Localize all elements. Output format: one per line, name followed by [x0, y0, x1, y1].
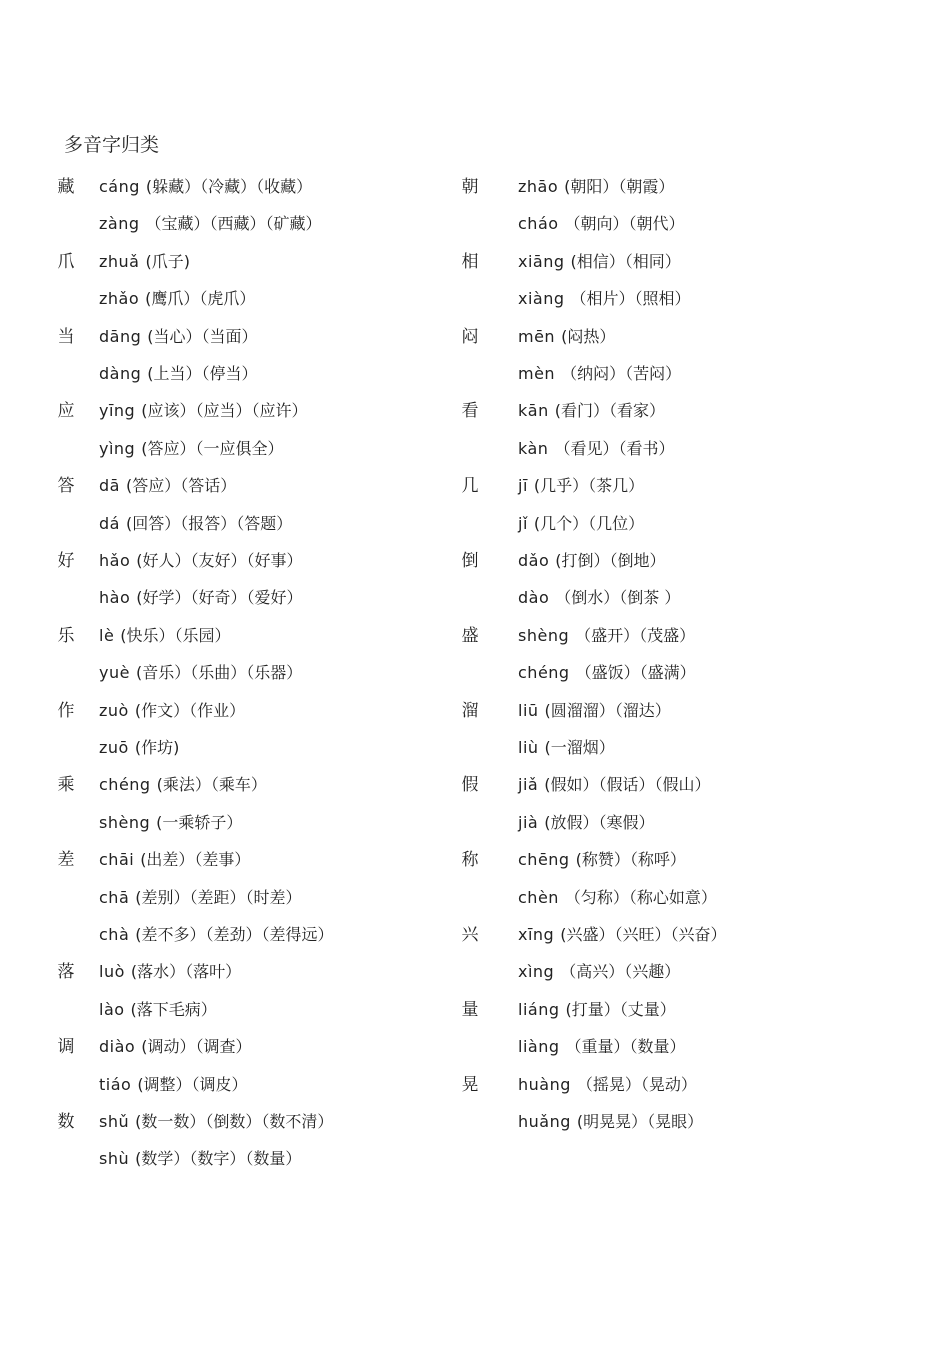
polyphone-char: 盛	[461, 625, 479, 646]
example-words: (打量）（丈量）	[565, 999, 676, 1019]
polyphone-char: 藏	[57, 177, 75, 197]
pinyin: cáng	[99, 177, 140, 196]
example-words: (音乐）（乐曲）（乐器）	[135, 663, 303, 683]
example-words: (回答）（报答）（答题）	[125, 513, 293, 533]
example-words: （倒水）（倒茶 ）	[555, 588, 681, 608]
pinyin: kàn	[518, 438, 549, 458]
example-words: (差别）（差距）（时差）	[135, 887, 302, 907]
reading	[99, 322, 258, 352]
pinyin: dāng	[99, 326, 142, 346]
pinyin: zhāo	[518, 177, 559, 196]
pinyin: kān	[518, 401, 549, 421]
polyphone-char: 好	[57, 551, 75, 571]
reading	[518, 957, 680, 987]
pinyin: chāi	[99, 850, 135, 870]
pinyin: dá	[99, 513, 120, 533]
reading	[518, 1107, 703, 1137]
polyphone-char: 爪	[57, 251, 75, 272]
example-words: (圆溜溜）（溜达）	[544, 700, 671, 720]
pinyin: huǎng	[518, 1112, 571, 1131]
example-words: (落下毛病）	[130, 999, 217, 1019]
polyphone-char: 看	[461, 401, 479, 422]
reading	[99, 696, 245, 726]
polyphone-char: 闷	[461, 326, 479, 347]
pinyin: zuò	[99, 700, 129, 720]
reading	[518, 509, 644, 539]
pinyin: xīng	[518, 925, 555, 944]
example-words: (几乎）（茶几）	[533, 476, 645, 496]
polyphone-char: 晃	[461, 1074, 479, 1095]
reading	[99, 845, 250, 875]
pinyin: lè	[99, 625, 115, 645]
example-words: (上当）（停当）	[147, 364, 258, 383]
polyphone-char: 调	[57, 1037, 75, 1058]
pinyin: chéng	[518, 663, 570, 683]
polyphone-char: 差	[57, 850, 75, 871]
polyphone-char: 几	[461, 476, 479, 497]
reading	[518, 284, 691, 314]
pinyin: dàng	[99, 364, 142, 383]
reading	[518, 920, 726, 950]
polyphone-char: 相	[461, 251, 479, 272]
polyphone-char: 乐	[57, 625, 75, 646]
pinyin: dào	[518, 588, 550, 608]
pinyin: yuè	[99, 663, 130, 683]
example-words: （重量）（数量）	[565, 1037, 686, 1057]
pinyin: liū	[518, 700, 539, 720]
pinyin: dā	[99, 476, 120, 496]
pinyin: huàng	[518, 1074, 571, 1094]
reading	[99, 434, 283, 464]
example-words: (看门）（看家）	[554, 401, 665, 421]
example-words: (差不多）（差劲）（差得远）	[135, 925, 334, 944]
pinyin: dǎo	[518, 551, 550, 570]
pinyin: cháo	[518, 214, 559, 234]
pinyin: mèn	[518, 364, 556, 383]
pinyin: xiāng	[518, 251, 565, 271]
example-words: (好人）（友好）（好事）	[136, 551, 303, 570]
pinyin: yìng	[99, 438, 136, 458]
reading	[99, 583, 302, 613]
example-words: (作文）（作业）	[134, 700, 246, 720]
example-words: (爪子)	[145, 251, 190, 271]
example-words: (朝阳）（朝霞）	[564, 177, 675, 196]
example-words: (快乐）（乐园）	[120, 625, 231, 645]
example-words: （看见）（看书）	[554, 438, 675, 458]
reading	[518, 995, 676, 1025]
example-words: (答应）（答话）	[125, 476, 237, 496]
example-words: （朝向）（朝代）	[564, 214, 685, 234]
reading	[99, 546, 302, 576]
reading	[99, 509, 292, 539]
example-words: (出差）（差事）	[140, 850, 251, 870]
example-words: (落水）（落叶）	[130, 962, 242, 982]
reading	[99, 957, 241, 987]
reading	[99, 621, 231, 651]
pinyin: xiàng	[518, 289, 565, 309]
pinyin: zhǎo	[99, 289, 140, 309]
reading	[518, 883, 717, 913]
reading	[518, 546, 666, 576]
polyphone-char: 兴	[461, 925, 479, 945]
reading	[99, 172, 312, 202]
reading	[99, 1070, 248, 1100]
example-words: (好学）（好奇）（爱好）	[136, 588, 303, 608]
reading	[99, 920, 334, 950]
pinyin: liàng	[518, 1037, 560, 1057]
reading	[99, 209, 322, 239]
reading	[518, 359, 681, 389]
pinyin: zhuǎ	[99, 251, 140, 271]
polyphone-char: 乘	[57, 775, 75, 796]
example-words: (兴盛）（兴旺）（兴奋）	[560, 925, 727, 944]
reading	[99, 658, 302, 688]
example-words: （高兴）（兴趣）	[560, 962, 681, 982]
polyphone-char: 应	[57, 401, 75, 422]
reading	[518, 658, 696, 688]
example-words: （相片）（照相）	[570, 289, 691, 309]
example-words: (假如）（假话）（假山）	[544, 775, 711, 795]
reading	[99, 1107, 333, 1137]
reading	[518, 172, 674, 202]
reading	[518, 845, 686, 875]
reading	[518, 808, 654, 838]
pinyin: jī	[518, 476, 528, 496]
pinyin: chéng	[99, 775, 151, 795]
polyphone-char: 作	[57, 700, 75, 721]
pinyin: liù	[518, 738, 539, 757]
pinyin: zuō	[99, 738, 129, 757]
pinyin: hào	[99, 588, 131, 608]
polyphone-char: 量	[461, 999, 479, 1020]
reading	[99, 396, 307, 426]
pinyin: xìng	[518, 962, 555, 982]
example-words: （纳闷）（苦闷）	[561, 364, 682, 383]
reading	[518, 1070, 697, 1100]
reading	[518, 770, 710, 800]
reading	[99, 471, 236, 501]
example-words: (闷热）	[561, 326, 616, 346]
pinyin: chā	[99, 887, 130, 907]
pinyin: lào	[99, 999, 125, 1019]
pinyin: luò	[99, 962, 125, 982]
polyphone-char: 朝	[461, 177, 479, 197]
reading	[99, 359, 258, 389]
example-words: (应该）（应当）（应许）	[141, 401, 308, 421]
pinyin: tiáo	[99, 1074, 132, 1094]
polyphone-char: 落	[57, 962, 75, 983]
example-words: (几个）（几位）	[533, 513, 645, 533]
example-words: (当心）（当面）	[147, 326, 258, 346]
reading	[99, 247, 190, 277]
reading	[99, 1144, 301, 1174]
pinyin: chà	[99, 925, 130, 944]
pinyin: diào	[99, 1037, 136, 1057]
reading	[518, 396, 665, 426]
pinyin: shèng	[518, 625, 570, 645]
reading	[518, 696, 671, 726]
example-words: (躲藏）（冷藏）（收藏）	[145, 177, 313, 196]
pinyin: shǔ	[99, 1112, 130, 1131]
pinyin: zàng	[99, 214, 140, 234]
polyphone-char: 数	[57, 1112, 75, 1132]
reading	[518, 471, 644, 501]
example-words: (一乘轿子）	[156, 812, 243, 832]
reading	[99, 733, 179, 763]
reading	[518, 1032, 686, 1062]
reading	[99, 808, 242, 838]
pinyin: mēn	[518, 326, 556, 346]
reading	[99, 883, 302, 913]
example-words: (乘法）（乘车）	[156, 775, 267, 795]
reading	[99, 284, 255, 314]
example-words: （匀称）（称心如意）	[564, 887, 717, 907]
reading	[99, 1032, 251, 1062]
example-words: (调整）（调皮）	[137, 1074, 248, 1094]
polyphone-char: 假	[461, 775, 479, 796]
example-words: (数学）（数字）（数量）	[135, 1149, 302, 1169]
pinyin: jiǎ	[518, 775, 539, 795]
pinyin: liáng	[518, 999, 560, 1019]
example-words: （盛开）（茂盛）	[575, 625, 696, 645]
reading	[518, 247, 681, 277]
pinyin: chēng	[518, 850, 570, 870]
example-words: (鹰爪）（虎爪）	[145, 289, 256, 309]
example-words: (数一数）（倒数）（数不清）	[135, 1112, 334, 1131]
page-title: 多音字归类	[64, 134, 160, 156]
polyphone-char: 答	[57, 476, 75, 497]
polyphone-char: 当	[57, 326, 75, 347]
example-words: (一溜烟）	[544, 738, 615, 757]
example-words: （摇晃）（晃动）	[576, 1074, 697, 1094]
pinyin: chèn	[518, 887, 559, 907]
example-words: （宝藏）（西藏）（矿藏）	[145, 214, 322, 234]
reading	[518, 322, 615, 352]
reading	[518, 583, 680, 613]
polyphone-char: 倒	[461, 551, 479, 571]
reading	[518, 434, 674, 464]
pinyin: shù	[99, 1149, 130, 1169]
pinyin: jǐ	[518, 513, 528, 533]
reading	[518, 733, 615, 763]
example-words: (相信）（相同）	[570, 251, 681, 271]
example-words: (答应）（一应俱全）	[141, 438, 284, 458]
pinyin: shèng	[99, 812, 151, 832]
reading	[518, 621, 695, 651]
polyphone-char: 溜	[461, 700, 479, 721]
example-words: (称赞）（称呼）	[575, 850, 686, 870]
example-words: (作坊)	[134, 738, 180, 757]
reading	[99, 995, 217, 1025]
reading	[518, 209, 685, 239]
example-words: (明晃晃）（晃眼）	[576, 1112, 704, 1131]
pinyin: hǎo	[99, 551, 131, 570]
pinyin: jià	[518, 812, 539, 832]
example-words: (放假）（寒假）	[544, 812, 655, 832]
example-words: (调动）（调查）	[141, 1037, 252, 1057]
example-words: (打倒）（倒地）	[555, 551, 666, 570]
reading	[99, 770, 267, 800]
polyphone-char: 称	[461, 850, 479, 871]
pinyin: yīng	[99, 401, 136, 421]
example-words: （盛饭）（盛满）	[575, 663, 696, 683]
